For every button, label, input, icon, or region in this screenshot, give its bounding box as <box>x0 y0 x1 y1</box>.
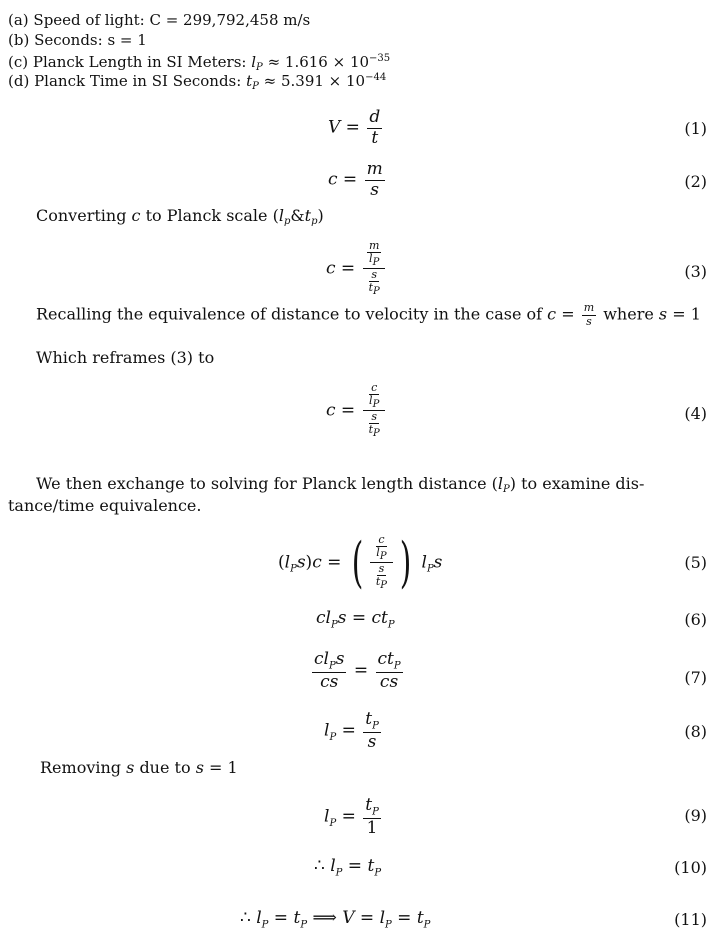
converting-paragraph: Converting c to Planck scale (lp&tp) <box>36 206 324 227</box>
reframes-paragraph: Which reframes (3) to <box>36 348 215 367</box>
list-item-b-text: (b) Seconds: s = 1 <box>8 31 147 49</box>
equation-2: c = $\frac{m}{s}$ <box>328 159 383 200</box>
equation-9: $l_P$ = $\frac{t_P}{1}$ <box>324 795 379 838</box>
equation-number-9: (9) <box>684 806 707 825</box>
equation-number-2: (2) <box>684 172 707 191</box>
equation-number-3: (3) <box>684 262 707 281</box>
equation-number-6: (6) <box>684 610 707 629</box>
list-item-a-text: (a) Speed of light: C = 299,792,458 m/s <box>8 11 311 29</box>
list-item-c: (c) Planck Length in SI Meters: $l_P \approx 1.616 \times 10^{-35}$ <box>8 53 391 73</box>
list-item-a <box>8 12 310 28</box>
equation-4: c = $\frac{\frac{c}{l_P}}{\frac{s}{t_P}}$ <box>326 382 388 440</box>
list-item-d: (d) Planck Time in SI Seconds: $t_P \approx 5.391 \times 10^{-44}$ <box>8 72 387 92</box>
equation-number-1: (1) <box>684 119 707 138</box>
recalling-paragraph: Recalling the equivalence of distance to velocity in the case of c = $\frac{m}{s}$ where s = 1 <box>36 301 701 328</box>
equation-3: c = $\frac{\frac{m}{l_P}}{\frac{s}{t_P}}$ <box>326 240 388 298</box>
equation-number-4: (4) <box>684 404 707 423</box>
equation-7: $\frac{cl_Ps}{cs}$ = $\frac{ct_P}{cs}$ <box>314 649 401 692</box>
equation-number-7: (7) <box>684 668 707 687</box>
equation-number-5: (5) <box>684 553 707 572</box>
equation-number-8: (8) <box>684 722 707 741</box>
equation-number-10: (10) <box>674 858 707 877</box>
equation-5: $(l_Ps)c$ = ( $\frac{\frac{c}{l_P}}{\frac{s}{t_P}}$ ) $l_Ps$ <box>278 530 443 594</box>
equation-11: ∴ $l_P = t_P$ ⟹ $V = l_P = t_P$ <box>240 908 431 931</box>
equation-8: $l_P$ = $\frac{t_P}{s}$ <box>324 709 379 752</box>
equation-1: V = $\frac{d}{t}$ <box>328 107 381 148</box>
exchange-paragraph-line2: tance/time equivalence. <box>8 496 202 515</box>
equation-10: ∴ $l_P = t_P$ <box>314 856 382 879</box>
removing-paragraph: Removing s due to s = 1 <box>40 758 238 777</box>
exchange-paragraph-line1: We then exchange to solving for Planck length distance (lP) to examine dis- <box>36 474 645 495</box>
equation-number-11: (11) <box>674 910 707 929</box>
equation-6: $cl_Ps = ct_P$ <box>316 608 395 631</box>
list-item-b <box>8 32 147 48</box>
